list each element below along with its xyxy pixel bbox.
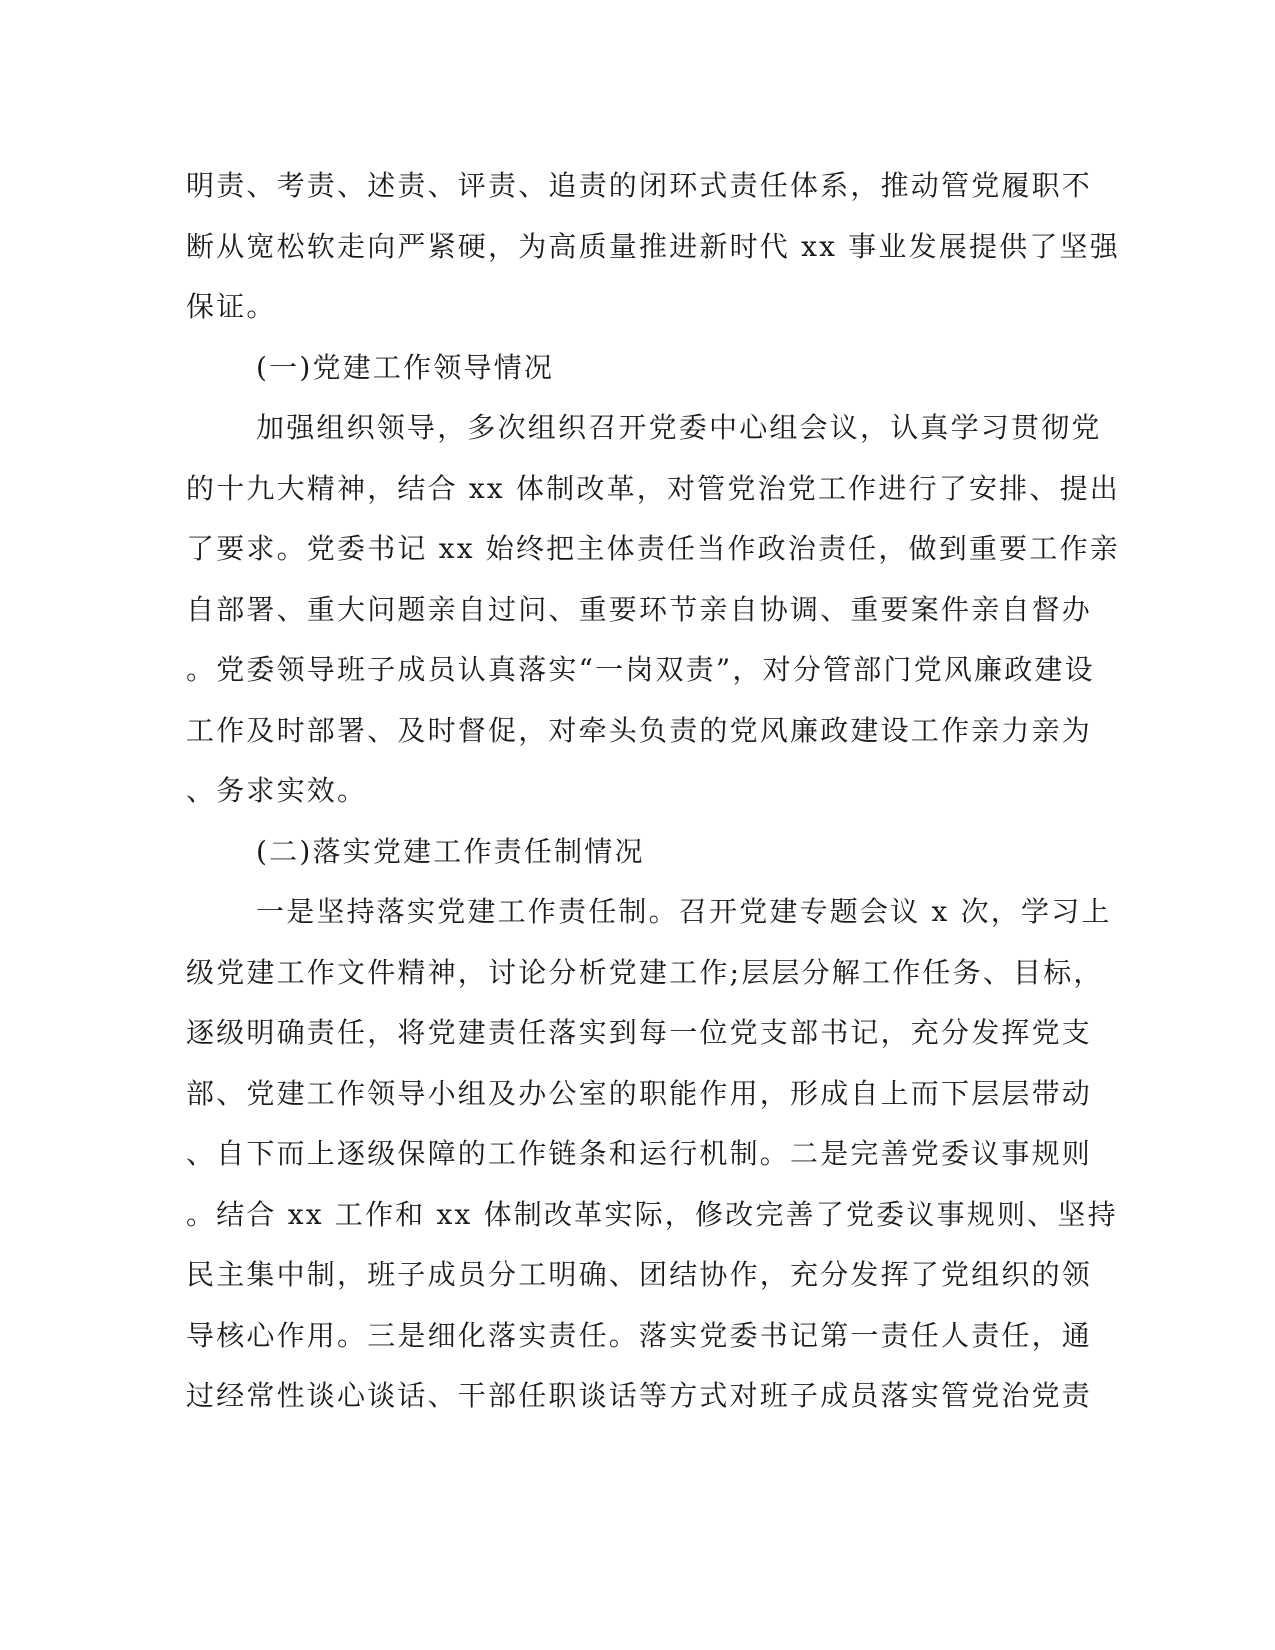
text-line: 。党委领导班子成员认真落实“一岗双责”，对分管部门党风廉政建设 <box>186 653 1095 686</box>
text-line: 保证。 <box>186 290 277 323</box>
text-line: 级党建工作文件精神，讨论分析党建工作;层层分解工作任务、目标， <box>186 955 1104 989</box>
section-heading: (二)落实党建工作责任制情况 <box>256 834 645 868</box>
document-body <box>186 156 1120 1427</box>
text-line: 明责、考责、述责、评责、追责的闭环式责任体系，推动管党履职不 <box>186 169 1093 202</box>
text-line: 逐级明确责任，将党建责任落实到每一位党支部书记，充分发挥党支 <box>186 1016 1093 1049</box>
text-line: 、自下而上逐级保障的工作链条和运行机制。二是完善党委议事规则 <box>186 1137 1093 1170</box>
text-line: 自部署、重大问题亲自过问、重要环节亲自协调、重要案件亲自督办 <box>186 592 1093 626</box>
text-line: 。结合 xx 工作和 xx 体制改革实际，修改完善了党委议事规则、坚持 <box>186 1197 1118 1231</box>
text-line: 断从宽松软走向严紧硬，为高质量推进新时代 xx 事业发展提供了坚强 <box>186 229 1120 263</box>
text-line: 一是坚持落实党建工作责任制。召开党建专题会议 x 次，学习上 <box>256 895 1112 928</box>
text-line: 加强组织领导，多次组织召开党委中心组会议，认真学习贯彻党 <box>256 411 1102 444</box>
section-heading: (一)党建工作领导情况 <box>256 350 555 384</box>
text-line: 的十九大精神，结合 xx 体制改革，对管党治党工作进行了安排、提出 <box>186 471 1120 505</box>
text-line: 过经常性谈心谈话、干部任职谈话等方式对班子成员落实管党治党责 <box>186 1379 1093 1412</box>
text-line: 了要求。党委书记 xx 始终把主体责任当作政治责任，做到重要工作亲 <box>186 532 1120 565</box>
text-line: 民主集中制，班子成员分工明确、团结协作，充分发挥了党组织的领 <box>186 1258 1093 1291</box>
text-line: 、务求实效。 <box>186 774 368 807</box>
text-line: 部、党建工作领导小组及办公室的职能作用，形成自上而下层层带动 <box>186 1076 1093 1110</box>
text-line: 导核心作用。三是细化落实责任。落实党委书记第一责任人责任，通 <box>186 1318 1093 1352</box>
text-line: 工作及时部署、及时督促，对牵头负责的党风廉政建设工作亲力亲为 <box>186 713 1093 747</box>
